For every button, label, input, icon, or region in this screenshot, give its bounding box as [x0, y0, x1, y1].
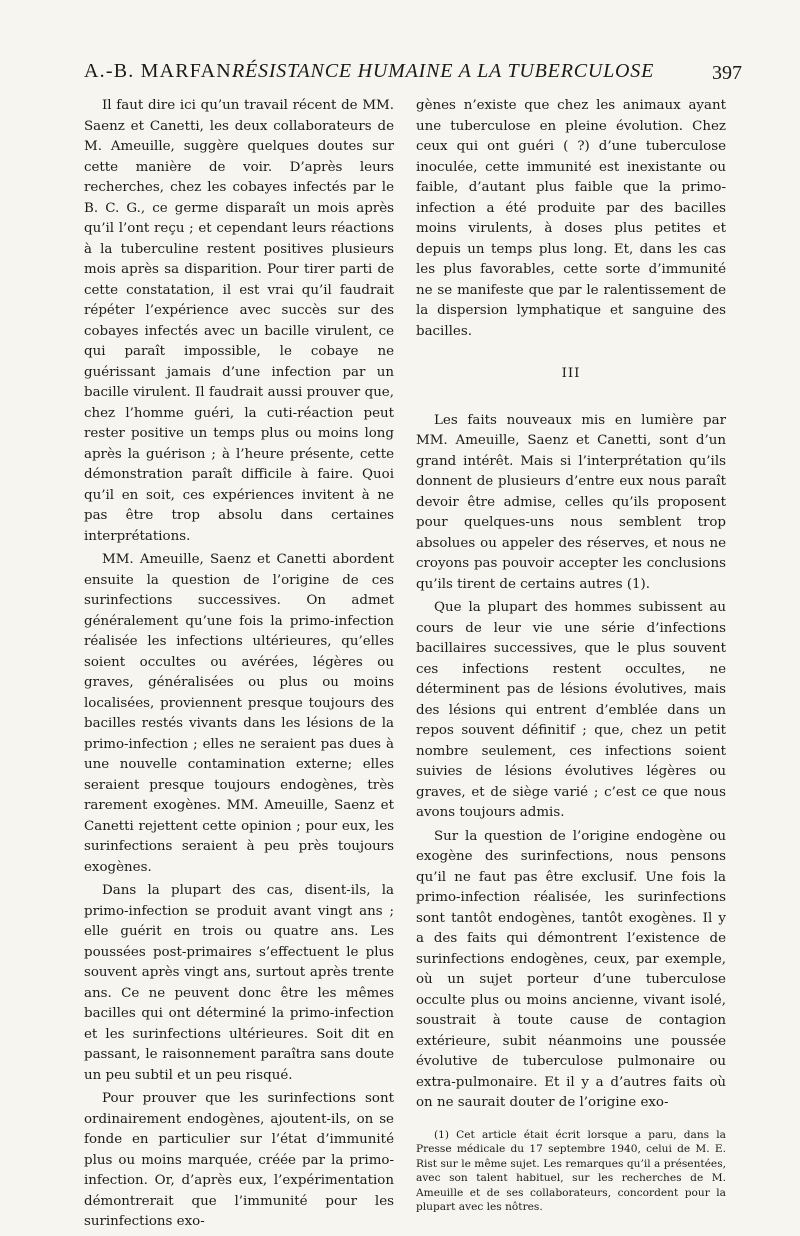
footnote-text: (1) Cet article était écrit lorsque a paru, dans la Presse médicale du 17 septembre 1940, celui de M. E. Rist sur le même sujet. Les remarques qu’il a présentées, avec son talent habituel, sur les recherches de M. Ameuille et de ses collaborateurs, concordent pour la plupart avec les nôtres.: [416, 1128, 726, 1213]
paragraph: Il faut dire ici qu’un travail récent de MM. Saenz et Canetti, les deux collaborateurs de M. Ameuille, suggère quelques doutes sur cette manière de voir. D’après leurs recherches, chez les cobayes infectés par le B. C. G., ce germe disparaît un mois après qu’il l’ont reçu ; et cependant leurs réactions à la tuberculine restent positives plusieurs mois après sa disparition. Pour tirer parti de cette constatation, il est vrai qu’il faudrait répéter l’expérience avec succès sur des cobayes infectés avec un bacille virulent, ce qui paraît impossible, le cobaye ne guérissant jamais d’une infection par un bacille virulent. Il faudrait aussi prouver que, chez l’homme guéri, la cuti-réaction peut rester positive un temps plus ou moins long après la guérison ; à l’heure présente, cette démonstration paraît difficile à faire. Quoi qu’il en soit, ces expériences invitent à ne pas être trop absolu dans certaines interprétations.: [84, 98, 394, 544]
page-number: 397: [712, 62, 742, 84]
footnote: [416, 1128, 726, 1215]
paragraph: Les faits nouveaux mis en lumière par MM. Ameuille, Saenz et Canetti, sont d’un grand intérêt. Mais si l’interprétation qu’ils donnent de plusieurs d’entre eux nous paraît devoir être admise, celles qu’ils proposent pour quelques-uns nous semblent trop absolues ou appeler des réserves, et nous ne croyons pas pouvoir accepter les conclusions qu’ils tirent de certains autres (1).: [416, 412, 726, 592]
paragraph-continued: gènes n’existe que chez les animaux ayant une tuberculose en pleine évolution. Chez ceux qui ont guéri ( ?) d’une tuberculose inoculée, cette immunité est inexistante ou faible, d’autant plus faible que la primo-infection a été produite par des bacilles moins virulents, à doses plus petites et depuis un temps plus long. Et, dans les cas les plus favorables, cette sorte d’immunité ne se manifeste que par le ralentissement de la dispersion lymphatique et sanguine des bacilles.: [416, 98, 726, 339]
header-title: RÉSISTANCE HUMAINE A LA TUBERCULOSE: [232, 60, 655, 82]
header-author: A.-B. MARFAN.: [84, 60, 239, 82]
right-column: [416, 96, 726, 1215]
running-header: [84, 60, 744, 94]
left-column: [84, 96, 394, 1236]
paragraph: Dans la plupart des cas, disent-ils, la primo-infection se produit avant vingt ans ; elle guérit en trois ou quatre ans. Les poussées post-primaires s’effectuent le plus souvent après vingt ans, surtout après trente ans. Ce ne peuvent donc être les mêmes bacilles qui ont déterminé la primo-infection et les surinfections ultérieures. Soit dit en passant, le raisonnement paraîtra sans doute un peu subtil et un peu risqué.: [84, 883, 394, 1083]
paragraph: Pour prouver que les surinfections sont ordinairement endogènes, ajoutent-ils, on se fonde en particulier sur l’état d’immunité plus ou moins marquée, créée par la primo-infection. Or, d’après eux, l’expérimentation démontrerait que l’immunité pour les surinfections exo-: [84, 1091, 394, 1229]
paragraph: Sur la question de l’origine endogène ou exogène des surinfections, nous pensons qu’il ne faut pas être exclusif. Une fois la primo-infection réalisée, les surinfections sont tantôt endogènes, tantôt exogènes. Il y a des faits qui démontrent l’existence de surinfections endogènes, ceux, par exemple, où un sujet porteur d’une tuberculose occulte plus ou moins ancienne, vivant isolé, soustrait à toute cause de contagion extérieure, subit néanmoins une poussée évolutive de tuberculose pulmonaire ou extra-pulmonaire. Et il y a d’autres faits où on ne saurait douter de l’origine exo-: [416, 828, 726, 1110]
paragraph: MM. Ameuille, Saenz et Canetti abordent ensuite la question de l’origine de ces surinfections successives. On admet généralement qu’une fois la primo-infection réalisée les infections ultérieures, qu’elles soient occultes ou avérées, légères ou graves, généralisées ou plus ou moins localisées, proviennent presque toujours des bacilles restés vivants dans les lésions de la primo-infection ; elles ne seraient pas dues à une nouvelle contamination externe; elles seraient presque toujours endogènes, très rarement exogènes. MM. Ameuille, Saenz et Canetti rejettent cette opinion ; pour eux, les surinfections seraient à peu près toujours exogènes.: [84, 552, 394, 875]
section-heading: III: [561, 366, 581, 381]
paragraph: Que la plupart des hommes subissent au cours de leur vie une série d’infections bacillaires successives, que le plus souvent ces infections restent occultes, ne déterminent pas de lésions évolutives, mais des lésions qui entrent d’emblée dans un repos souvent définitif ; que, chez un petit nombre seulement, ces infections soient suivies de lésions évolutives légères ou graves, et de siège varié ; c’est ce que nous avons toujours admis.: [416, 600, 726, 820]
